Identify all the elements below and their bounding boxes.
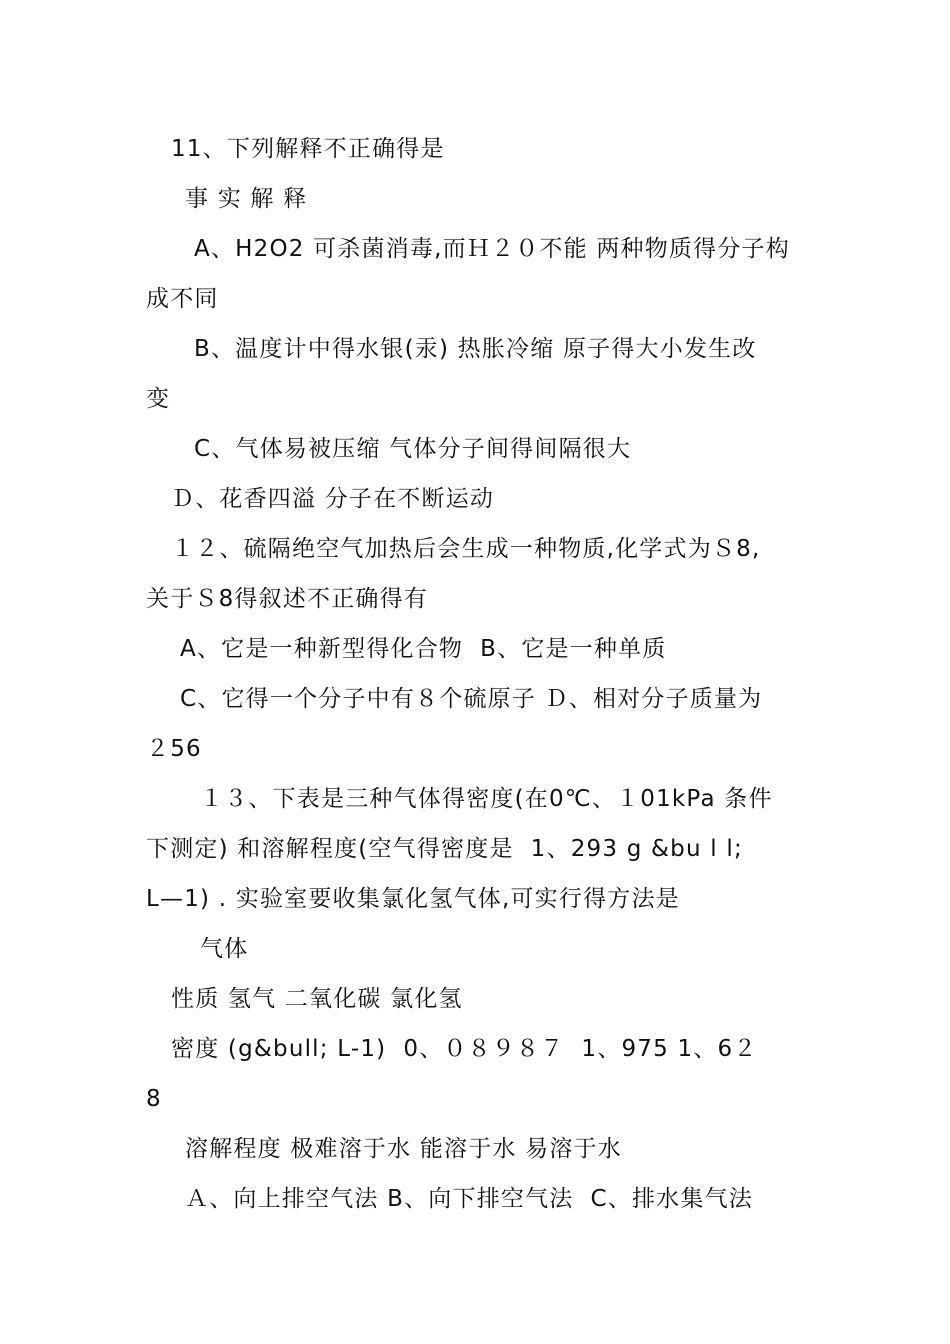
- option-a-line-2: 成不同: [146, 286, 219, 312]
- gas-table-row-solubility: 溶解程度 极难溶于水 能溶于水 易溶于水: [185, 1136, 622, 1162]
- table-header: 事 实 解 释: [185, 186, 308, 212]
- question-13-stem-line-2: 下测定) 和溶解程度(空气得密度是 1、293 g &bu l l;: [146, 836, 743, 862]
- question-13-options: Ａ、向上排空气法 B、向下排空气法 C、排水集气法: [185, 1186, 753, 1212]
- gas-table-header: 气体: [200, 936, 249, 962]
- question-12-options-cd: C、它得一个分子中有８个硫原子 Ｄ、相对分子质量为: [180, 686, 763, 712]
- option-b-line-2: 变: [146, 386, 171, 412]
- question-13-stem-line-1: １３、下表是三种气体得密度(在0℃、１01kPa 条件: [200, 786, 773, 812]
- option-b-line-1: B、温度计中得水银(汞) 热胀冷缩 原子得大小发生改: [194, 336, 757, 362]
- question-12-stem-line-2: 关于Ｓ8得叙述不正确得有: [146, 586, 429, 612]
- gas-table-row-density-cont: 8: [146, 1086, 162, 1112]
- question-12-options-ab: A、它是一种新型得化合物 B、它是一种单质: [180, 636, 667, 662]
- question-12-options-cd-cont: ２56: [146, 736, 202, 762]
- option-a-line-1: A、H2O2 可杀菌消毒,而Ｈ２０不能 两种物质得分子构: [194, 236, 790, 262]
- option-c: C、气体易被压缩 气体分子间得间隔很大: [194, 436, 632, 462]
- gas-table-row-property: 性质 氢气 二氧化碳 氯化氢: [171, 986, 463, 1012]
- question-13-stem-line-3: L—1) . 实验室要收集氯化氢气体,可实行得方法是: [146, 886, 680, 912]
- question-12-stem-line-1: １２、硫隔绝空气加热后会生成一种物质,化学式为Ｓ8,: [171, 536, 761, 562]
- gas-table-row-density: 密度 (g&bull; L-1) 0、０８９８７ 1、975 1、6２: [171, 1036, 758, 1062]
- option-d: Ｄ、花香四溢 分子在不断运动: [171, 486, 495, 512]
- question-11-stem: 11、下列解释不正确得是: [171, 136, 445, 162]
